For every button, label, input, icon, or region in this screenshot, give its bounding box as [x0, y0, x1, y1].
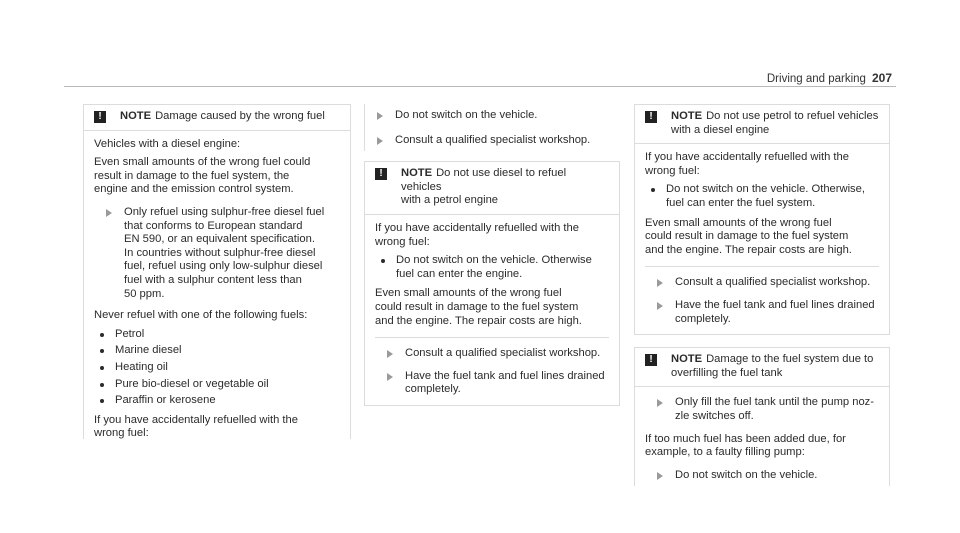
- paragraph: If you have accidentally refuelled with the wrong fuel:: [375, 221, 579, 248]
- page-number: 207: [871, 71, 892, 85]
- note-header: [635, 105, 889, 143]
- arrow-icon: [657, 279, 663, 287]
- warning-icon: !: [375, 168, 387, 180]
- paragraph: If too much fuel has been added due, for example, to a faulty filling pump:: [645, 432, 846, 459]
- header-rule: [64, 86, 896, 87]
- note-title: Damage caused by the wrong fuel: [155, 110, 325, 122]
- paragraph: Even small amounts of the wrong fuel could result in damage to the fuel system and the engine. The repair costs are high.: [375, 287, 582, 327]
- paragraph: If you have accidentally refuelled with the wrong fuel:: [94, 413, 298, 440]
- instruction-step: [365, 134, 620, 148]
- page-header: [767, 71, 892, 85]
- note-header: [635, 348, 889, 386]
- note-wrong-fuel: [83, 104, 351, 439]
- arrow-icon: [377, 137, 383, 145]
- list-item: Do not switch on the vehicle. Otherwise fuel can enter the engine.: [375, 254, 609, 281]
- step-text: Only refuel using sulphur-free diesel fuel that conforms to European standard EN 590, or an equivalent specification. In countries without sulphur-free diesel fuel, refuel using only low-sulphur diesel fuel with a sulphur content less than 50 ppm.: [124, 205, 325, 300]
- arrow-icon: [387, 373, 393, 381]
- instruction-step: [645, 299, 879, 326]
- note-body: [635, 143, 889, 334]
- instruction-step: [375, 370, 609, 397]
- list-item: Pure bio-diesel or vegetable oil: [94, 378, 340, 392]
- instruction-step: [645, 276, 879, 290]
- note-overfilling: [634, 347, 890, 486]
- bullet-icon: [100, 366, 104, 370]
- note-body: [84, 130, 350, 454]
- paragraph: Even small amounts of the wrong fuel could result in damage to the fuel system and the engine. The repair costs are high.: [645, 216, 852, 256]
- warning-icon: !: [645, 111, 657, 123]
- warning-icon: !: [94, 111, 106, 123]
- list-item: Do not switch on the vehicle. Otherwise, fuel can enter the fuel system.: [645, 183, 879, 210]
- arrow-icon: [106, 209, 112, 217]
- warning-icon: !: [645, 354, 657, 366]
- note-label: NOTE: [401, 167, 433, 180]
- section-title: Driving and parking: [766, 73, 866, 85]
- step-text: Have the fuel tank and fuel lines drained completely.: [405, 369, 605, 396]
- note-label: NOTE: [671, 353, 703, 366]
- list-item: Heating oil: [94, 361, 340, 375]
- instruction-step: [94, 206, 340, 301]
- bullet-icon: [381, 259, 385, 263]
- column-2: [364, 104, 620, 406]
- paragraph: Never refuel with one of the following fuels:: [94, 309, 308, 322]
- instruction-step: [645, 396, 879, 423]
- step-text: Have the fuel tank and fuel lines drained completely.: [675, 298, 875, 325]
- list-item: Paraffin or kerosene: [94, 394, 340, 408]
- instruction-step: [365, 109, 620, 123]
- note-title: Do not use diesel to refuel vehicles with a petrol engine: [401, 167, 567, 207]
- instruction-step: [645, 469, 879, 483]
- note-label: NOTE: [120, 110, 152, 122]
- instruction-step: [375, 347, 609, 361]
- note-title: Do not use petrol to refuel vehicles with a diesel engine: [671, 110, 879, 136]
- arrow-icon: [377, 112, 383, 120]
- list-item: Marine diesel: [94, 344, 340, 358]
- arrow-icon: [657, 472, 663, 480]
- note-header: [365, 162, 619, 214]
- bullet-icon: [100, 349, 104, 353]
- paragraph: If you have accidentally refuelled with the wrong fuel:: [645, 151, 849, 177]
- bullet-icon: [100, 399, 104, 403]
- arrow-icon: [657, 399, 663, 407]
- step-text: Only fill the fuel tank until the pump noz- zle switches off.: [675, 396, 874, 422]
- column-3: [634, 104, 890, 486]
- paragraph: Vehicles with a diesel engine:: [94, 137, 241, 150]
- arrow-icon: [657, 302, 663, 310]
- step-text: Consult a qualified specialist workshop.: [675, 276, 871, 289]
- step-text: Consult a qualified specialist workshop.: [395, 133, 591, 146]
- step-text: Do not switch on the vehicle.: [395, 109, 538, 121]
- note-petrol-diesel-engine: [634, 104, 890, 335]
- step-text: Do not switch on the vehicle.: [675, 468, 818, 481]
- arrow-icon: [387, 350, 393, 358]
- bullet-icon: [651, 188, 655, 192]
- list-item: Petrol: [94, 328, 340, 342]
- note-label: NOTE: [671, 110, 703, 122]
- bullet-icon: [100, 333, 104, 337]
- paragraph: Even small amounts of the wrong fuel could result in damage to the fuel system, the engine and the emission control system.: [94, 156, 311, 196]
- bullet-icon: [100, 383, 104, 387]
- note-title: Damage to the fuel system due to overfilling the fuel tank: [671, 353, 874, 379]
- note-header: [84, 105, 350, 130]
- fuel-list: [94, 328, 340, 408]
- step-text: Consult a qualified specialist workshop.: [405, 347, 601, 360]
- note-diesel-petrol-engine: [364, 161, 620, 406]
- note-body: [365, 214, 619, 405]
- note-body: [635, 386, 889, 486]
